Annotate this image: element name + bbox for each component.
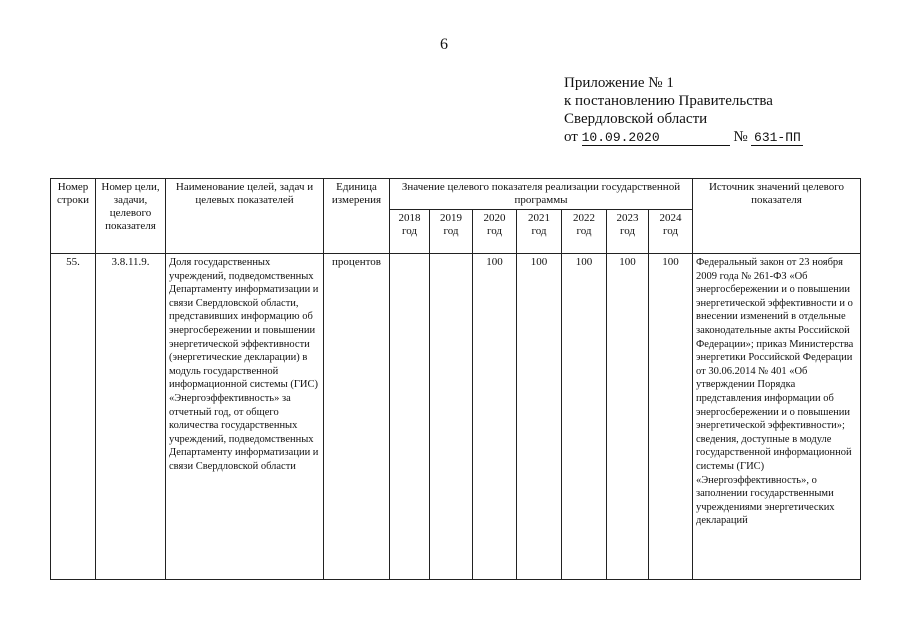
header-values-group: Значение целевого показателя реализации государственной программы (390, 179, 693, 210)
header-year-2024: 2024 год (649, 210, 693, 254)
appendix-date-line (564, 128, 803, 146)
header-year-2022: 2022 год (562, 210, 607, 254)
header-year-2023: 2023 год (607, 210, 649, 254)
header-source: Источник значений целевого показателя (693, 179, 861, 254)
table-row (51, 254, 861, 580)
header-row-number: Номер строки (51, 179, 96, 254)
header-year-2018: 2018 год (390, 210, 430, 254)
appendix-line-3: Свердловской области (564, 111, 708, 127)
header-unit: Единица измерения (324, 179, 390, 254)
appendix-line-2: к постановлению Правительства (564, 93, 773, 109)
header-goal-number: Номер цели, задачи, целевого показателя (96, 179, 166, 254)
cell-goal-number: 3.8.11.9. (96, 254, 166, 580)
appendix-title: Приложение № 1 (564, 75, 674, 91)
cell-value-2019 (430, 254, 473, 580)
cell-value-2024: 100 (649, 254, 693, 580)
cell-unit: процентов (324, 254, 390, 580)
number-label: № (733, 129, 748, 145)
decree-date: 10.09.2020 (582, 131, 730, 146)
cell-row-number: 55. (51, 254, 96, 580)
cell-value-2020: 100 (473, 254, 517, 580)
indicators-table (50, 178, 861, 580)
cell-name: Доля государственных учреждений, подведомственных Департаменту информатизации и связи Свердловской области, представивших информацию об энергосбережении и повышении энергетической эффективности (энергетические декларации) в модуль государственной информационной системы (ГИС) «Энергоэффективность» за отчетный год, от общего количества государственных учреждений, подведомственных Департаменту информатизации и связи Свердловской области (166, 254, 324, 580)
header-name: Наименование целей, задач и целевых показателей (166, 179, 324, 254)
cell-value-2022: 100 (562, 254, 607, 580)
from-label: от (564, 129, 578, 145)
cell-value-2021: 100 (517, 254, 562, 580)
header-year-2019: 2019 год (430, 210, 473, 254)
page-number: 6 (440, 36, 448, 53)
header-year-2021: 2021 год (517, 210, 562, 254)
appendix-header (564, 74, 803, 146)
cell-source: Федеральный закон от 23 ноября 2009 года № 261-ФЗ «Об энергосбережении и о повышении энергетической эффективности и о внесении изменений в отдельные законодательные акты Российской Федерации»; приказ Министерства энергетики Российской Федерации от 30.06.2014 № 401 «Об утверждении Порядка представления информации об энергосбережении и о повышении энергетической эффективности»; сведения, доступные в модуле государственной информационной системы (ГИС) «Энергоэффективность», о заполнении государственными учреждениями энергетических деклараций (693, 254, 861, 580)
cell-value-2023: 100 (607, 254, 649, 580)
cell-value-2018 (390, 254, 430, 580)
decree-number: 631-ПП (751, 131, 803, 146)
header-year-2020: 2020 год (473, 210, 517, 254)
